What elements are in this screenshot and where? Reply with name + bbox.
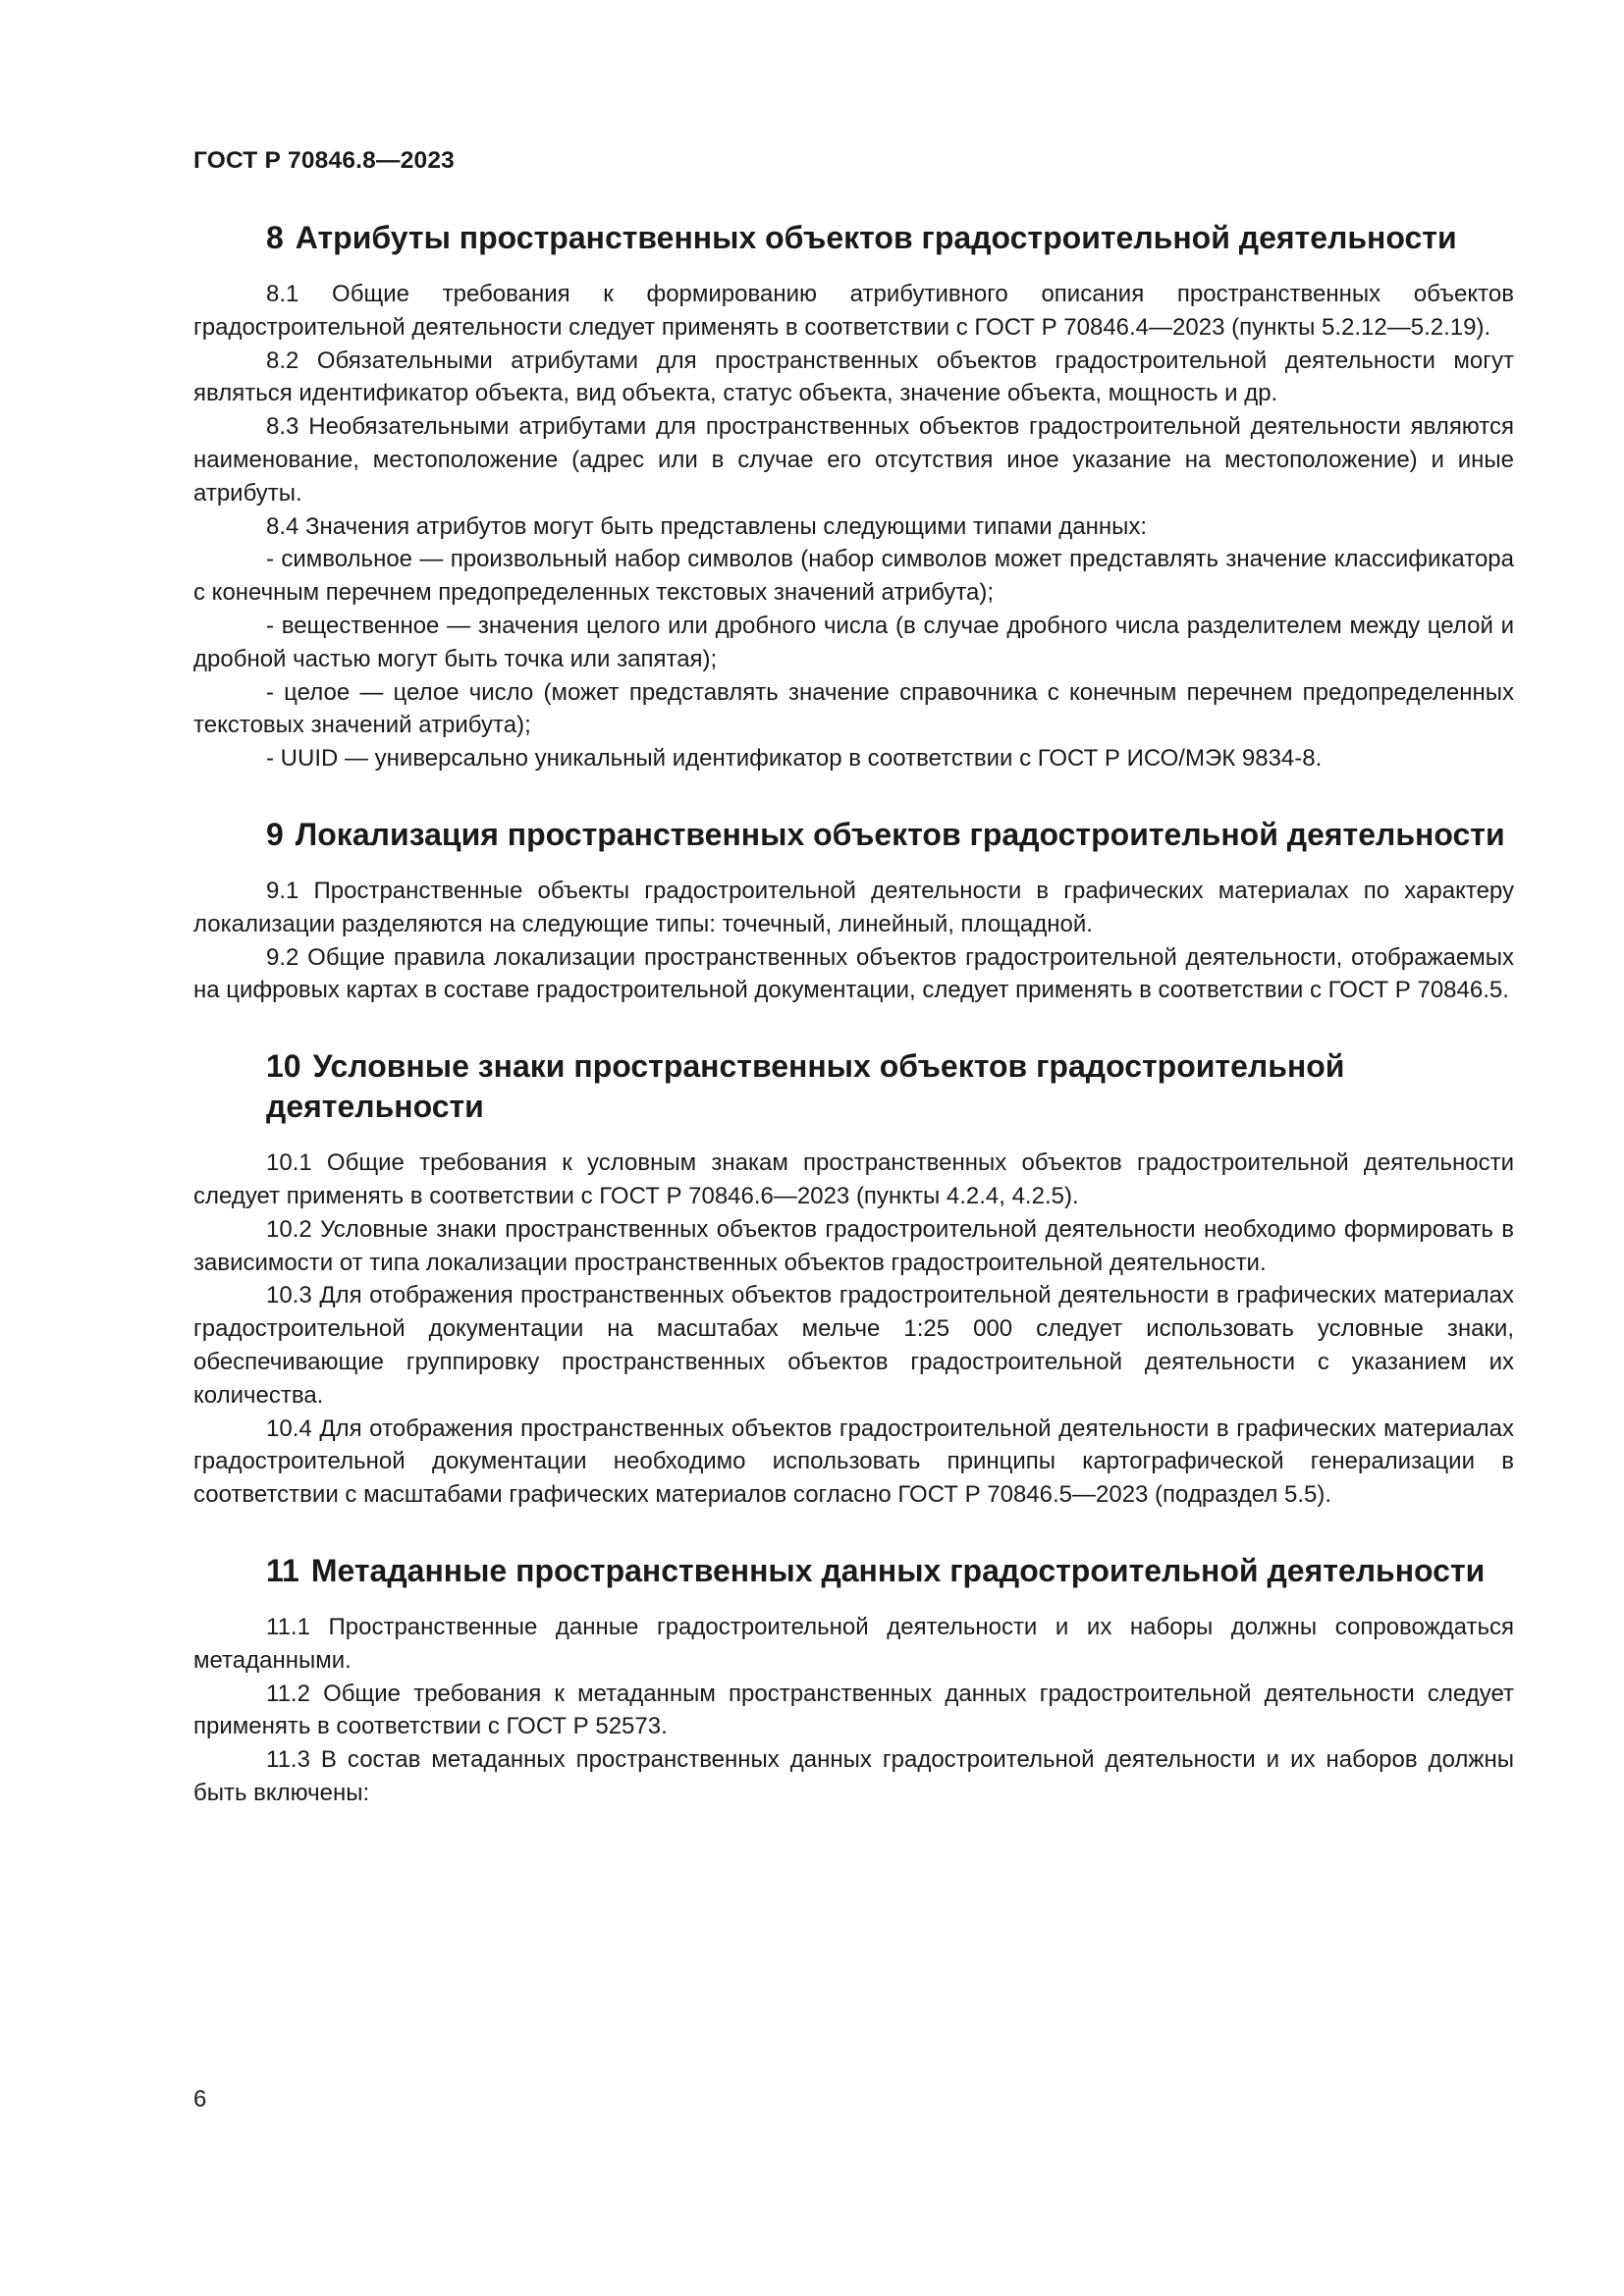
section-title: Атрибуты пространственных объектов градостроительной деятельности xyxy=(295,220,1457,255)
section-11 xyxy=(193,1551,1514,1810)
section-number: 8 xyxy=(266,220,284,255)
paragraph: 8.3 Необязательными атрибутами для пространственных объектов градостроительной деятельности являются наименование, местоположение (адрес или в случае его отсутствия иное указание на местоположение) и иные атрибуты. xyxy=(193,413,1514,507)
section-9 xyxy=(193,815,1514,1007)
paragraph: 11.1 Пространственные данные градостроительной деятельности и их наборы должны сопровождаться метаданными. xyxy=(193,1613,1514,1674)
section-body xyxy=(193,1611,1514,1810)
section-8 xyxy=(193,218,1514,775)
document-header: ГОСТ Р 70846.8—2023 xyxy=(193,147,455,174)
paragraph: 10.1 Общие требования к условным знакам пространственных объектов градостроительной деятельности следует применять в соответствии с ГОСТ Р 70846.6—2023 (пункты 4.2.4, 4.2.5). xyxy=(193,1149,1514,1209)
document-content xyxy=(193,218,1514,1849)
page-number: 6 xyxy=(193,2086,207,2112)
section-body xyxy=(193,1147,1514,1512)
paragraph: - UUID — универсально уникальный идентификатор в соответствии с ГОСТ Р ИСО/МЭК 9834-8. xyxy=(266,745,1323,773)
paragraph: 8.2 Обязательными атрибутами для пространственных объектов градостроительной деятельности могут являться идентификатор объекта, вид объекта, статус объекта, значение объекта, мощность и др. xyxy=(193,347,1514,407)
paragraph: - вещественное — значения целого или дробного числа (в случае дробного числа разделителем между целой и дробной частью могут быть точка или запятая); xyxy=(193,612,1514,672)
paragraph: 11.2 Общие требования к метаданным пространственных данных градостроительной деятельности следует применять в соответствии с ГОСТ Р 52573. xyxy=(193,1680,1514,1740)
paragraph: - целое — целое число (может представлять значение справочника с конечным перечнем предопределенных текстовых значений атрибута); xyxy=(193,678,1514,739)
section-number: 9 xyxy=(266,816,284,852)
paragraph: 8.1 Общие требования к формированию атрибутивного описания пространственных объектов градостроительной деятельности следует применять в соответствии с ГОСТ Р 70846.4—2023 (пункты 5.2.12—5.2.19). xyxy=(193,281,1514,341)
paragraph: 9.2 Общие правила локализации пространственных объектов градостроительной деятельности, отображаемых на цифровых картах в составе градостроительной документации, следует применять в соответствии с ГОСТ Р 70846.5. xyxy=(193,943,1514,1004)
paragraph: 9.1 Пространственные объекты градостроительной деятельности в графических материалах по характеру локализации разделяются на следующие типы: точечный, линейный, площадной. xyxy=(193,877,1514,937)
section-number: 11 xyxy=(266,1552,299,1588)
paragraph: 10.3 Для отображения пространственных объектов градостроительной деятельности в графических материалах градостроительной документации на масштабах мельче 1:25 000 следует использовать условные знаки, обеспечивающие группировку пространственных объектов градостроительной деятельности с указанием их количества. xyxy=(193,1282,1514,1409)
section-body xyxy=(193,278,1514,775)
section-heading xyxy=(193,1551,1514,1591)
section-heading xyxy=(193,1046,1514,1127)
paragraph: - символьное — произвольный набор символов (набор символов может представлять значение классификатора с конечным перечнем предопределенных текстовых значений атрибута); xyxy=(193,546,1514,607)
paragraph: 11.3 В состав метаданных пространственных данных градостроительной деятельности и их наборов должны быть включены: xyxy=(193,1746,1514,1806)
section-10 xyxy=(193,1046,1514,1512)
section-title: Локализация пространственных объектов градостроительной деятельности xyxy=(295,816,1505,852)
paragraph: 10.2 Условные знаки пространственных объектов градостроительной деятельности необходимо формировать в зависимости от типа локализации пространственных объектов градостроительной деятельности. xyxy=(193,1215,1514,1276)
section-heading xyxy=(193,815,1514,855)
section-title: Условные знаки пространственных объектов градостроительной деятельности xyxy=(266,1048,1345,1125)
paragraph: 8.4 Значения атрибутов могут быть представлены следующими типами данных: xyxy=(266,512,1148,540)
section-heading xyxy=(193,218,1514,258)
paragraph: 10.4 Для отображения пространственных объектов градостроительной деятельности в графических материалах градостроительной документации необходимо использовать принципы картографической генерализации в соответствии с масштабами графических материалов согласно ГОСТ Р 70846.5—2023 (подраздел 5.5). xyxy=(193,1415,1514,1509)
section-body xyxy=(193,875,1514,1007)
section-title: Метаданные пространственных данных градостроительной деятельности xyxy=(310,1552,1486,1588)
section-number: 10 xyxy=(266,1048,301,1085)
